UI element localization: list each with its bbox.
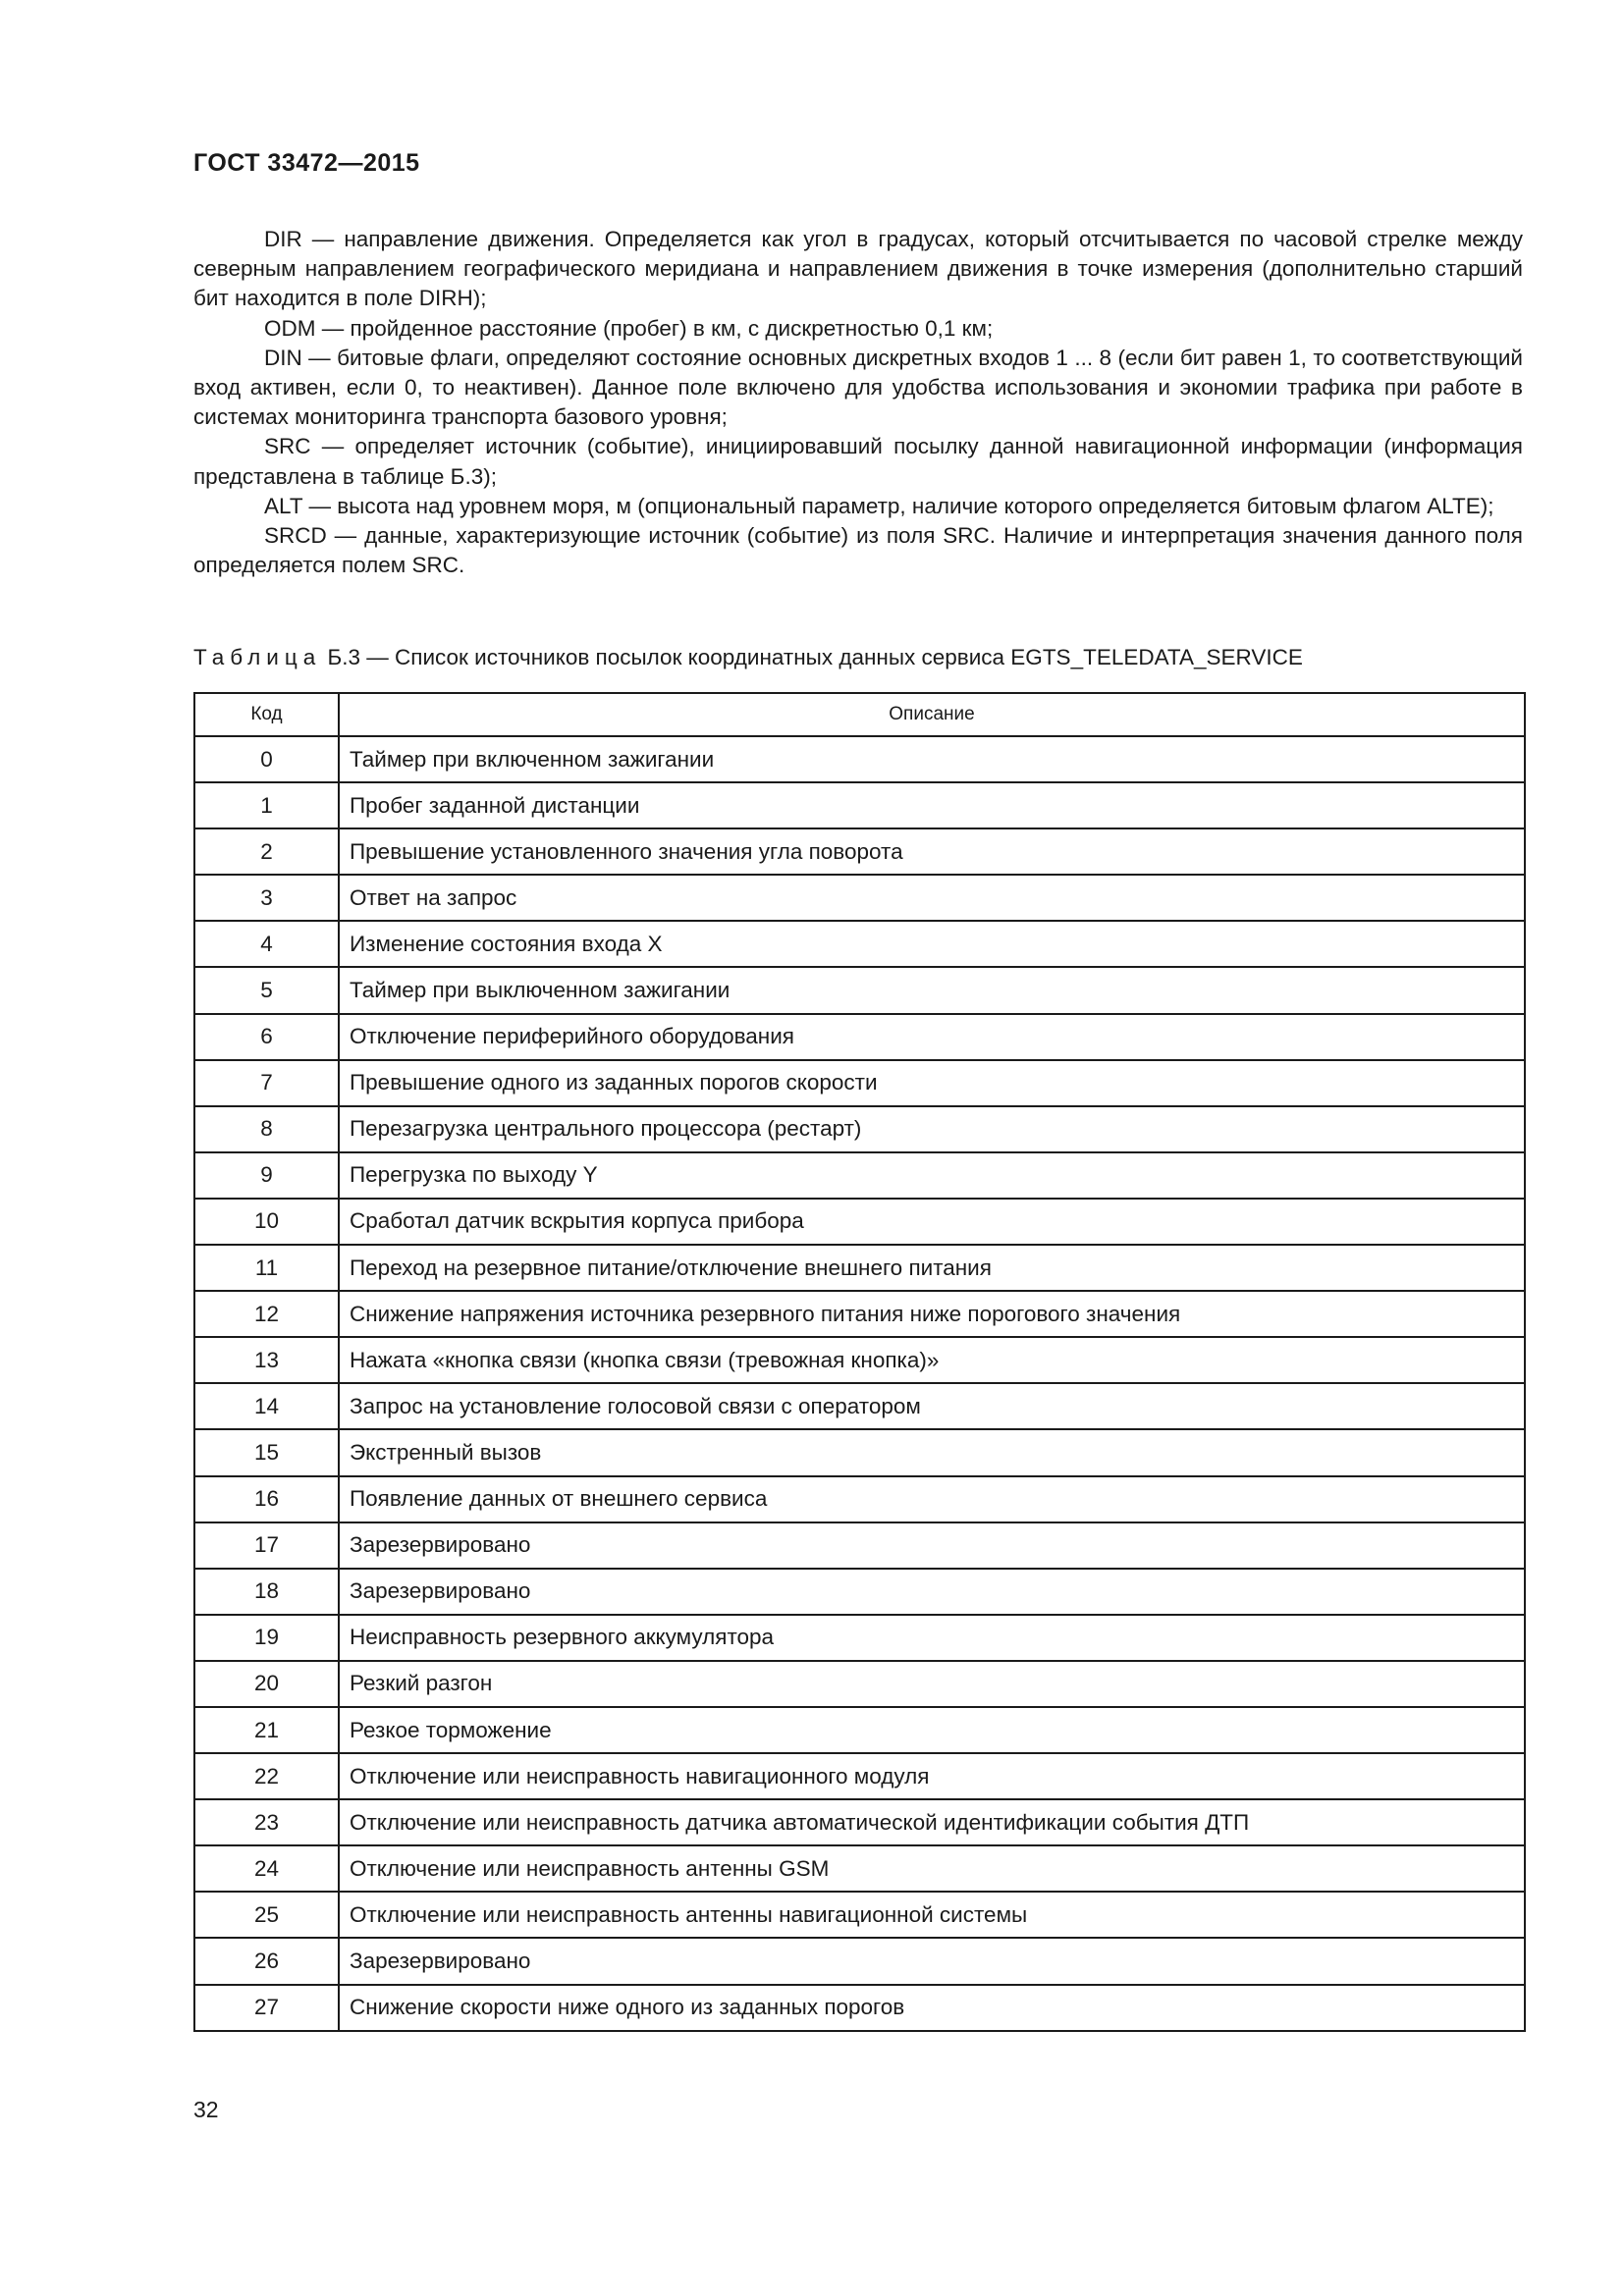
row-code: 13 — [194, 1337, 339, 1383]
row-code: 26 — [194, 1938, 339, 1984]
paragraph-src: SRC — определяет источник (событие), инициировавший посылку данной навигационной информации (информация представлена в таблице Б.3); — [193, 434, 1523, 489]
row-description: Экстренный вызов — [339, 1429, 1525, 1475]
row-description: Ответ на запрос — [339, 875, 1525, 921]
row-description: Снижение напряжения источника резервного питания ниже порогового значения — [339, 1291, 1525, 1337]
row-description: Нажата «кнопка связи (кнопка связи (тревожная кнопка)» — [339, 1337, 1525, 1383]
table-row — [194, 1569, 1525, 1615]
table-row — [194, 736, 1525, 782]
paragraph-alt: ALT — высота над уровнем моря, м (опциональный параметр, наличие которого определяется битовым флагом ALTE); — [264, 493, 1494, 518]
row-code: 25 — [194, 1892, 339, 1938]
row-code: 24 — [194, 1845, 339, 1892]
paragraph-dir: DIR — направление движения. Определяется как угол в градусах, который отсчитывается по часовой стрелке между северным направлением географического меридиана и направлением движения в точке измерения (дополнительно старший бит находится в поле DIRH); — [193, 227, 1523, 311]
table-row — [194, 1799, 1525, 1845]
table-row — [194, 782, 1525, 828]
row-description: Превышение одного из заданных порогов скорости — [339, 1060, 1525, 1106]
row-description: Зарезервировано — [339, 1938, 1525, 1984]
column-header-code: Код — [194, 693, 339, 736]
table-row — [194, 875, 1525, 921]
row-code: 6 — [194, 1014, 339, 1060]
row-description: Перезагрузка центрального процессора (рестарт) — [339, 1106, 1525, 1152]
paragraph-odm: ODM — пройденное расстояние (пробег) в км, с дискретностью 0,1 км; — [264, 315, 994, 341]
column-header-description: Описание — [339, 693, 1525, 736]
row-description: Отключение или неисправность навигационного модуля — [339, 1753, 1525, 1799]
table-row — [194, 1615, 1525, 1661]
row-code: 14 — [194, 1383, 339, 1429]
row-description: Перегрузка по выходу Y — [339, 1152, 1525, 1199]
document-header: ГОСТ 33472—2015 — [193, 149, 420, 177]
row-description: Запрос на установление голосовой связи с оператором — [339, 1383, 1525, 1429]
table-row — [194, 1199, 1525, 1245]
source-codes-table — [193, 692, 1526, 2032]
row-description: Отключение или неисправность антенны GSM — [339, 1845, 1525, 1892]
row-description: Снижение скорости ниже одного из заданных порогов — [339, 1985, 1525, 2031]
table-row — [194, 1476, 1525, 1522]
row-description: Зарезервировано — [339, 1569, 1525, 1615]
row-code: 19 — [194, 1615, 339, 1661]
table-caption-text: Б.3 — Список источников посылок координатных данных сервиса EGTS_TELEDATA_SERVICE — [321, 645, 1303, 669]
table-row — [194, 1060, 1525, 1106]
row-code: 4 — [194, 921, 339, 967]
row-code: 17 — [194, 1522, 339, 1569]
row-description: Изменение состояния входа X — [339, 921, 1525, 967]
row-code: 18 — [194, 1569, 339, 1615]
table-row — [194, 1938, 1525, 1984]
row-description: Превышение установленного значения угла поворота — [339, 828, 1525, 875]
row-description: Таймер при выключенном зажигании — [339, 967, 1525, 1013]
table-row — [194, 1337, 1525, 1383]
table-row — [194, 1383, 1525, 1429]
row-description: Отключение или неисправность датчика автоматической идентификации события ДТП — [339, 1799, 1525, 1845]
table-row — [194, 1522, 1525, 1569]
row-description: Появление данных от внешнего сервиса — [339, 1476, 1525, 1522]
row-code: 12 — [194, 1291, 339, 1337]
row-code: 20 — [194, 1661, 339, 1707]
row-description: Отключение или неисправность антенны навигационной системы — [339, 1892, 1525, 1938]
row-code: 15 — [194, 1429, 339, 1475]
row-code: 3 — [194, 875, 339, 921]
table-row — [194, 1152, 1525, 1199]
table-row — [194, 1291, 1525, 1337]
table-caption-label: Таблица — [193, 645, 322, 669]
table-row — [194, 1429, 1525, 1475]
table-row — [194, 1845, 1525, 1892]
table-row — [194, 967, 1525, 1013]
table-row — [194, 1707, 1525, 1753]
row-code: 1 — [194, 782, 339, 828]
table-caption — [193, 643, 1303, 672]
table-row — [194, 921, 1525, 967]
table-row — [194, 1245, 1525, 1291]
row-description: Зарезервировано — [339, 1522, 1525, 1569]
table-row — [194, 1985, 1525, 2031]
row-description: Неисправность резервного аккумулятора — [339, 1615, 1525, 1661]
row-description: Резкий разгон — [339, 1661, 1525, 1707]
row-code: 9 — [194, 1152, 339, 1199]
row-description: Переход на резервное питание/отключение внешнего питания — [339, 1245, 1525, 1291]
row-code: 16 — [194, 1476, 339, 1522]
row-description: Резкое торможение — [339, 1707, 1525, 1753]
table-body — [194, 736, 1525, 2031]
row-code: 2 — [194, 828, 339, 875]
row-code: 27 — [194, 1985, 339, 2031]
page-number: 32 — [193, 2097, 219, 2122]
row-code: 11 — [194, 1245, 339, 1291]
table-row — [194, 1106, 1525, 1152]
table-row — [194, 1014, 1525, 1060]
row-description: Отключение периферийного оборудования — [339, 1014, 1525, 1060]
row-code: 22 — [194, 1753, 339, 1799]
body-text — [193, 225, 1523, 580]
table-row — [194, 828, 1525, 875]
row-description: Пробег заданной дистанции — [339, 782, 1525, 828]
paragraph-srcd: SRCD — данные, характеризующие источник (событие) из поля SRC. Наличие и интерпретация значения данного поля определяется полем SRC. — [193, 523, 1523, 578]
paragraph-din: DIN — битовые флаги, определяют состояние основных дискретных входов 1 ... 8 (если бит равен 1, то соответствующий вход активен, если 0, то неактивен). Данное поле включено для удобства использования и экономии трафика при работе в системах мониторинга транспорта базового уровня; — [193, 345, 1523, 430]
table-header-row — [194, 693, 1525, 736]
row-code: 21 — [194, 1707, 339, 1753]
row-code: 8 — [194, 1106, 339, 1152]
row-description: Сработал датчик вскрытия корпуса прибора — [339, 1199, 1525, 1245]
table-row — [194, 1661, 1525, 1707]
row-code: 5 — [194, 967, 339, 1013]
row-description: Таймер при включенном зажигании — [339, 736, 1525, 782]
table-row — [194, 1753, 1525, 1799]
row-code: 0 — [194, 736, 339, 782]
row-code: 23 — [194, 1799, 339, 1845]
row-code: 10 — [194, 1199, 339, 1245]
table-row — [194, 1892, 1525, 1938]
row-code: 7 — [194, 1060, 339, 1106]
